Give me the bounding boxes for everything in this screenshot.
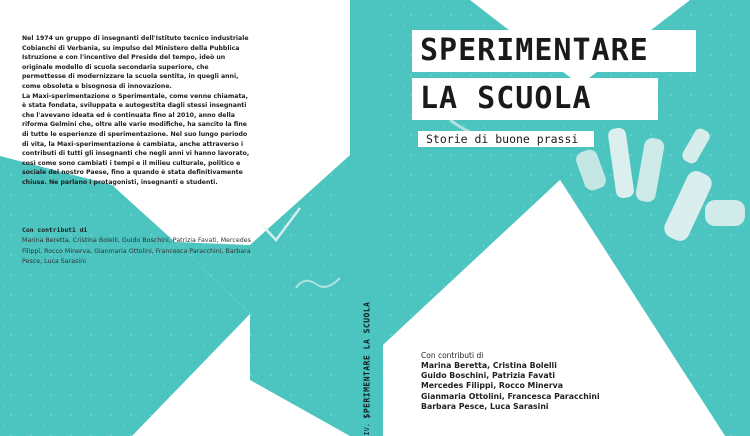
front-contributor-line: Barbara Pesce, Luca Sarasini [421, 401, 549, 411]
front-contributors-heading: Con contributi di [421, 351, 484, 360]
front-contributor-line: Mercedes Filippi, Rocco Minerva [421, 381, 564, 391]
back-contributors-heading: Con contributi di [22, 226, 88, 234]
front-contributor-line: Guido Boschini, Patrizia Favati [421, 371, 556, 381]
front-contributors-list [421, 361, 600, 412]
back-cover-synopsis [22, 34, 252, 188]
spine-title: SPERIMENTARE LA SCUOLA [362, 301, 371, 419]
front-subtitle: Storie di buone prassi [418, 131, 594, 147]
back-triangle-left [0, 156, 250, 436]
spine-publisher-mark: IV. | [362, 414, 371, 436]
spine-brand-wrap [350, 0, 383, 436]
back-triangle-right [250, 155, 350, 436]
back-contributors-list: Marina Beretta, Cristina Bolelli, Guido Boschini, Patrizia Favati, Mercedes Filippi, Rocco Minerva, Gianmaria Ottolini, Francesca Paracchini, Barbara Pesce, Luca Sarasini [22, 237, 251, 265]
front-contributor-line: Gianmaria Ottolini, Francesca Paracchini [421, 391, 600, 401]
front-title-line-1: SPERIMENTARE [420, 33, 649, 68]
front-title-line-2: LA SCUOLA [420, 81, 592, 116]
front-contributor-line: Marina Beretta, Cristina Bolelli [421, 361, 557, 370]
synopsis-paragraph-2: La Maxi-sperimentazione o Sperimentale, come venne chiamata, è stata fondata, sviluppata e autogestita dagli stessi insegnanti che l'avevano ideata ed è continuata fino al 2010, anno della riforma Gelmini che, oltre alle varie modifiche, ha sancito la fine di tutte le esperienze di sperimentazione. Nel suo lungo periodo di vita, la Maxi-sperimentazione è cambiata, anche attraverso i contributi di tutti gli insegnanti che negli anni vi hanno lavorato, così come sono cambiati i tempi e il milieu culturale, politico e sociale del nostro Paese, fino a quando è stata definitivamente chiusa. Ne parlano i protagonisti, insegnanti e studenti. [22, 92, 250, 186]
synopsis-paragraph-1: Nel 1974 un gruppo di insegnanti dell'Istituto tecnico industriale Cobianchi di Verbania, su impulso del Ministero della Pubblica Istruzione e con l'incentivo del Preside del tempo, ideò un originale modello di scuola secondaria superiore, che permettesse di modernizzare la scuola sentita, in quegli anni, come obsoleta e bisognosa di innovazione. [22, 35, 249, 90]
